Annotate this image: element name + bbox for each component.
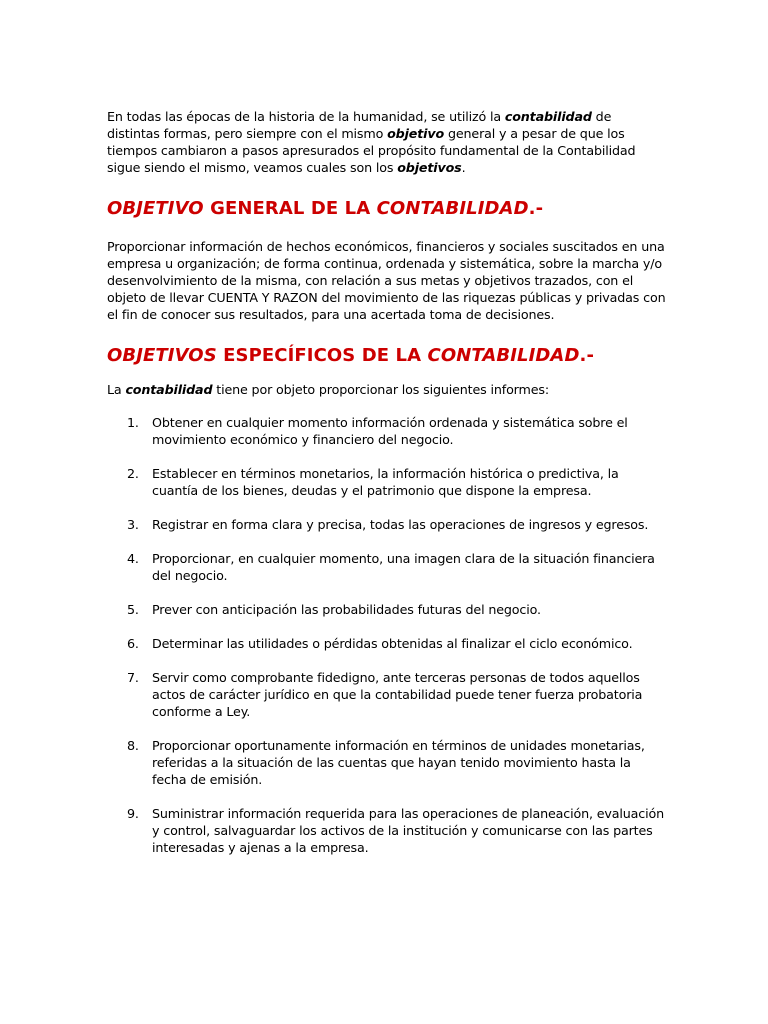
objective-text: Proporcionar, en cualquier momento, una imagen clara de la situación financiera del negocio.: [152, 551, 655, 583]
objective-number: 4.: [127, 551, 139, 566]
heading-objetivos-especificos: [107, 343, 667, 369]
specific-intro-keyword: contabilidad: [125, 382, 213, 397]
objective-number: 5.: [127, 602, 139, 617]
objective-text: Proporcionar oportunamente información en términos de unidades monetarias, referidas a la situación de las cuentas que hayan tenido movimiento hasta la fecha de emisión.: [152, 738, 645, 787]
general-objective-paragraph: Proporcionar información de hechos económicos, financieros y sociales suscitados en una empresa u organización; de forma continua, ordenada y sistemática, sobre la marcha y/o desenvolvimiento de la misma, con relación a sus metas y objetivos trazados, con el objeto de llevar CUENTA Y RAZON del movimiento de las riquezas públicas y privadas con el fin de conocer sus resultados, para una acertada toma de decisiones.: [107, 239, 666, 322]
objective-text: Obtener en cualquier momento información ordenada y sistemática sobre el movimiento económico y financiero del negocio.: [152, 415, 628, 447]
objective-number: 9.: [127, 806, 139, 821]
specific-intro-text-2: tiene por objeto proporcionar los siguientes informes:: [212, 382, 549, 397]
objective-number: 3.: [127, 517, 139, 532]
objective-number: 6.: [127, 636, 139, 651]
specific-intro-paragraph: [107, 381, 667, 398]
objective-number: 7.: [127, 670, 139, 685]
heading-specific-part-b: ESPECÍFICOS DE LA: [216, 345, 428, 366]
objectives-list: [107, 414, 667, 856]
objective-item-5: [107, 601, 667, 618]
heading-specific-part-a: OBJETIVOS: [107, 345, 217, 366]
objective-number: 2.: [127, 466, 139, 481]
heading-specific-part-c: CONTABILIDAD: [427, 345, 580, 366]
heading-general-part-b: GENERAL DE LA: [203, 198, 377, 219]
heading-objetivo-general: [107, 196, 667, 222]
objective-text: Registrar en forma clara y precisa, todas las operaciones de ingresos y egresos.: [152, 517, 649, 532]
intro-keyword-objetivos: objetivos: [397, 160, 462, 175]
specific-intro-text-1: La: [107, 382, 126, 397]
heading-specific-part-d: .-: [579, 345, 595, 366]
intro-paragraph: [107, 108, 667, 176]
objective-item-6: [107, 635, 667, 652]
objective-text: Determinar las utilidades o pérdidas obtenidas al finalizar el ciclo económico.: [152, 636, 633, 651]
objective-text: Servir como comprobante fidedigno, ante terceras personas de todos aquellos actos de carácter jurídico en que la contabilidad puede tener fuerza probatoria conforme a Ley.: [152, 670, 643, 719]
heading-general-part-a: OBJETIVO: [107, 198, 204, 219]
objective-text: Establecer en términos monetarios, la información histórica o predictiva, la cuantía de los bienes, deudas y el patrimonio que dispone la empresa.: [152, 466, 619, 498]
intro-text-4: .: [461, 160, 466, 175]
intro-text-2: de distintas formas, pero siempre con el mismo: [107, 109, 612, 141]
objective-item-7: [107, 669, 667, 720]
intro-keyword-contabilidad: contabilidad: [504, 109, 592, 124]
objective-number: 8.: [127, 738, 139, 753]
objective-item-9: [107, 805, 667, 856]
heading-general-part-d: .-: [528, 198, 544, 219]
objective-item-8: [107, 737, 667, 788]
objective-item-2: [107, 465, 667, 499]
objective-item-3: [107, 516, 667, 533]
intro-text-1: En todas las épocas de la historia de la humanidad, se utilizó la: [107, 109, 505, 124]
heading-general-part-c: CONTABILIDAD: [376, 198, 529, 219]
intro-text-3: general y a pesar de que los tiempos cambiaron a pasos apresurados el propósito fundamental de la Contabilidad sigue siendo el mismo, veamos cuales son los: [107, 126, 636, 175]
objective-item-1: [107, 414, 667, 448]
objective-item-4: [107, 550, 667, 584]
intro-keyword-objetivo: objetivo: [387, 126, 445, 141]
objective-text: Suministrar información requerida para las operaciones de planeación, evaluación y control, salvaguardar los activos de la institución y comunicarse con las partes interesadas y ajenas a la empresa.: [152, 806, 665, 855]
document-page: [107, 108, 667, 873]
objective-text: Prever con anticipación las probabilidades futuras del negocio.: [152, 602, 541, 617]
objective-number: 1.: [127, 415, 139, 430]
